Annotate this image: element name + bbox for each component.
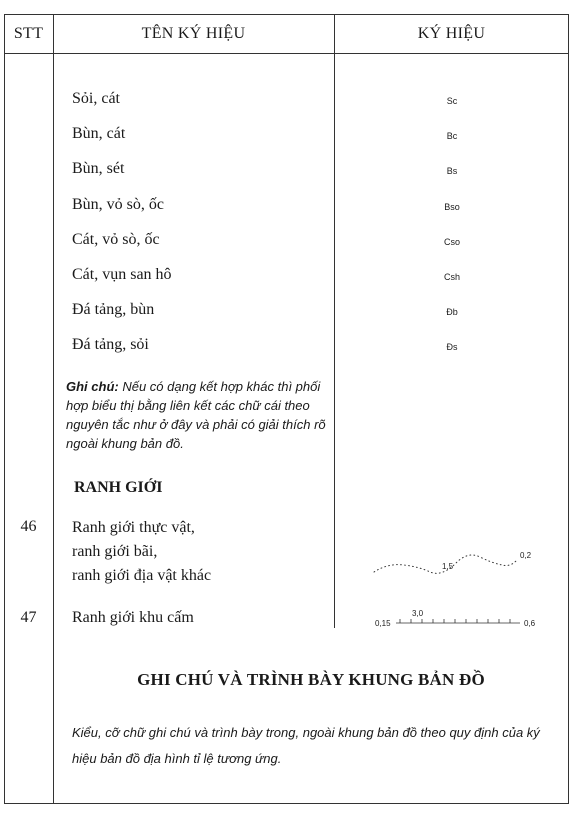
header-symbol-name: TÊN KÝ HIỆU (141, 24, 246, 42)
row-name: Bùn, vỏ sò, ốc (72, 196, 164, 213)
header-divider (4, 53, 569, 54)
row-symbol: Csh (443, 272, 460, 282)
row-symbol: Bso (444, 202, 460, 212)
note-text: Nếu có dạng kết hợp khác thì phối hợp biểu thị bằng liên kết các chữ cái theo nguyên tắc như ở đây và phải có giải thích rõ ngoài khung bản đồ. (66, 379, 326, 451)
footer-paragraph: Kiểu, cỡ chữ ghi chú và trình bày trong, ngoài khung bản đồ theo quy định của ký hiệu bản đồ địa hình tỉ lệ tương ứng. (72, 725, 540, 766)
boundary-dotted-line-symbol (368, 545, 538, 580)
row-symbol: Cso (443, 237, 460, 247)
symbol-label: 3,0 (412, 609, 424, 618)
symbol-label: 0,15 (375, 619, 391, 628)
item-name: Ranh giới khu cấm (72, 609, 194, 626)
symbol-label: 0,6 (524, 619, 536, 628)
row-name: Bùn, sét (72, 160, 125, 177)
row-symbol: Bs (446, 166, 458, 176)
header-symbol: KÝ HIỆU (417, 24, 486, 42)
item-name-line: ranh giới bãi, (72, 543, 158, 560)
row-name: Cát, vỏ sò, ốc (72, 231, 160, 248)
tick-marks (400, 619, 510, 623)
note-label: Ghi chú: (66, 379, 119, 394)
symbol-label: 0,2 (520, 551, 532, 560)
row-symbol: Đs (446, 342, 458, 352)
item-number: 47 (20, 609, 37, 626)
footer-title: GHI CHÚ VÀ TRÌNH BÀY KHUNG BẢN ĐỒ (137, 670, 485, 689)
row-name: Đá tảng, bùn (72, 301, 155, 318)
symbol-label: 1,5 (442, 562, 454, 571)
note-block (66, 377, 336, 453)
restricted-area-boundary-symbol (370, 606, 545, 628)
item-name-line: ranh giới địa vật khác (72, 567, 212, 584)
row-symbol: Đb (446, 307, 458, 317)
column-divider-symbol (334, 14, 335, 628)
row-name: Bùn, cát (72, 125, 126, 142)
item-name-line: Ranh giới thực vật, (72, 519, 195, 536)
header-stt: STT (13, 24, 44, 42)
row-name: Sỏi, cát (72, 90, 120, 107)
row-name: Cát, vụn san hô (72, 266, 172, 283)
item-name (72, 516, 211, 588)
row-symbol: Sc (446, 96, 458, 106)
row-symbol: Bc (446, 131, 458, 141)
item-number: 46 (20, 518, 37, 535)
section-title: RANH GIỚI (74, 479, 163, 496)
row-name: Đá tảng, sỏi (72, 336, 149, 353)
